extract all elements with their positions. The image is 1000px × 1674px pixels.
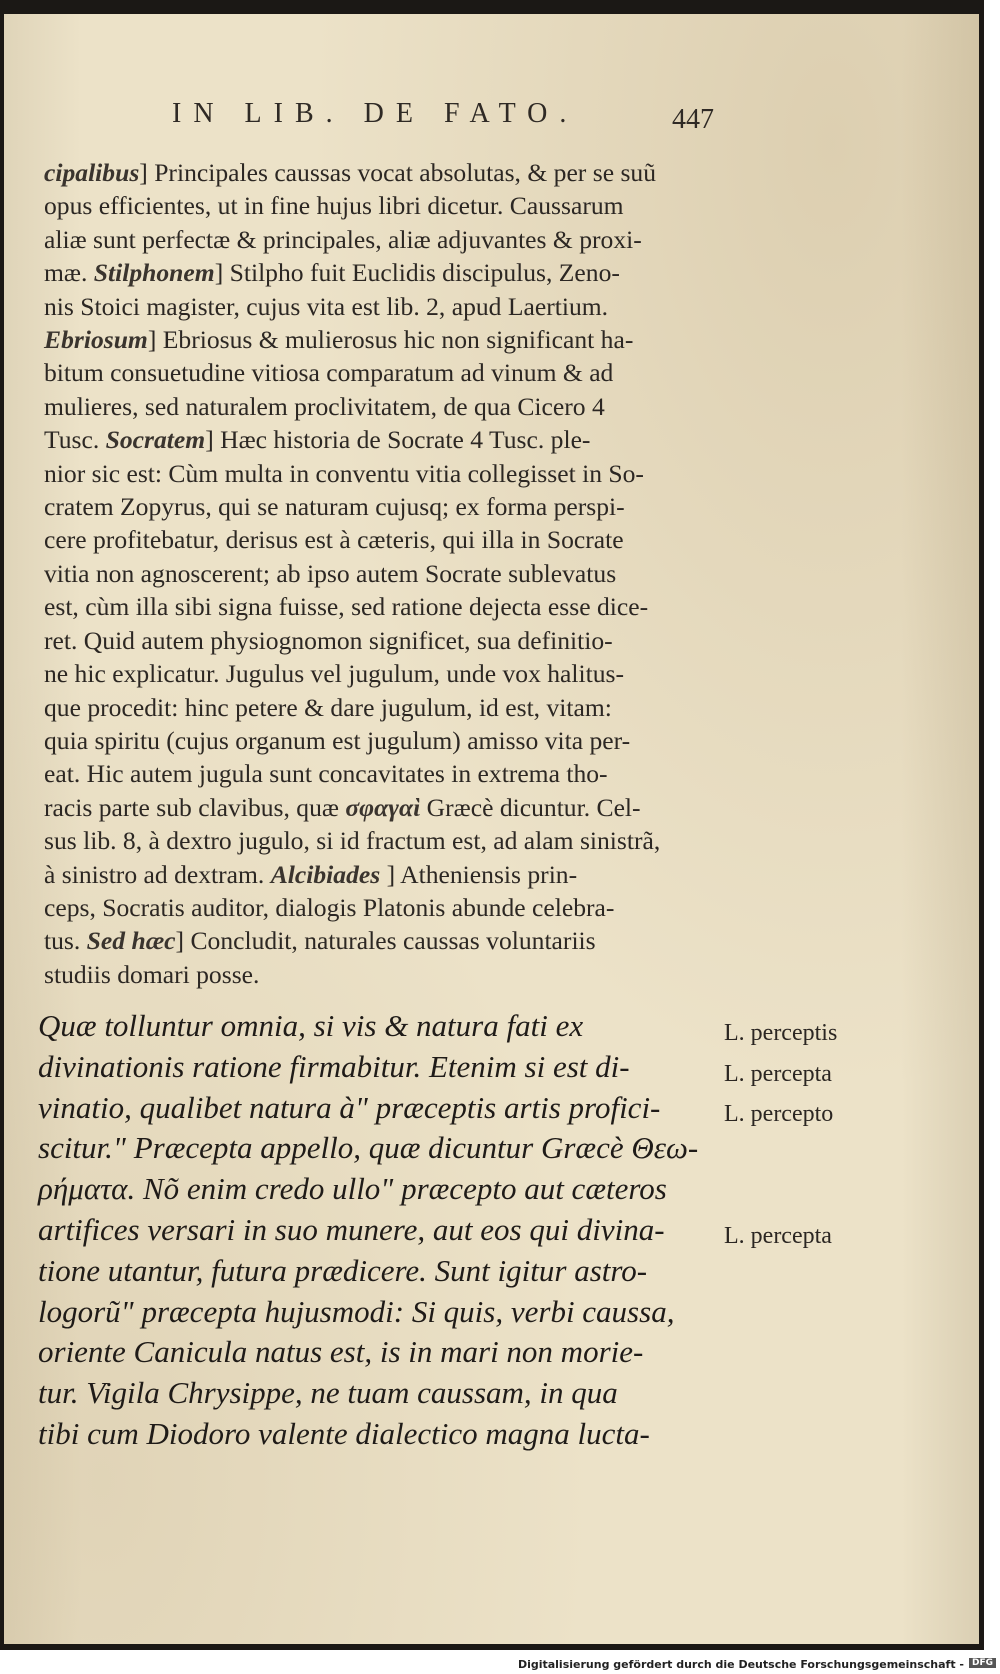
commentary-line bbox=[44, 156, 714, 189]
commentary-line bbox=[44, 457, 714, 490]
book-page bbox=[4, 14, 979, 1644]
commentary-text: ] Atheniensis prin- bbox=[380, 859, 578, 889]
dfg-badge: DFG bbox=[969, 1658, 996, 1668]
main-text-line: oriente Canicula natus est, is in mari non morie- bbox=[38, 1334, 644, 1370]
commentary-line bbox=[44, 390, 714, 423]
commentary-line bbox=[44, 691, 714, 724]
commentary-line bbox=[44, 858, 714, 891]
digitization-footer bbox=[0, 1652, 1000, 1674]
commentary-text: ] Concludit, naturales caussas voluntariis bbox=[175, 926, 596, 956]
commentary-text: Tusc. bbox=[44, 425, 106, 455]
commentary-line bbox=[44, 256, 714, 289]
commentary-text: ] Hæc historia de Socrate 4 Tusc. ple- bbox=[205, 425, 591, 455]
commentary-text: nior sic est: Cùm multa in conventu vitia collegisset in So- bbox=[44, 458, 644, 488]
commentary-text: mæ. bbox=[44, 258, 94, 288]
main-text-line: artifices versari in suo munere, aut eos qui divina- bbox=[38, 1211, 665, 1247]
marginal-note: L. percepto bbox=[724, 1101, 834, 1127]
main-text-line: Quæ tolluntur omnia, si vis & natura fati ex bbox=[38, 1008, 584, 1043]
commentary-text: que procedit: hinc petere & dare jugulum, id est, vitam: bbox=[44, 692, 612, 722]
commentary-text: ] Principales caussas vocat absolutas, & per se suũ bbox=[139, 158, 657, 187]
lemma: Stilphonem bbox=[93, 258, 215, 288]
commentary-text: à sinistro ad dextram. bbox=[44, 859, 271, 889]
marginal-note: L. percepta bbox=[724, 1061, 832, 1087]
commentary-line bbox=[44, 724, 714, 757]
main-text-line: scitur." Præcepta appello, quæ dicuntur Græcè Θεω- bbox=[38, 1130, 699, 1166]
commentary-text: ceps, Socratis auditor, dialogis Platonis abunde celebra- bbox=[44, 892, 615, 922]
commentary-text: nis Stoici magister, cujus vita est lib. 2, apud Laertium. bbox=[44, 291, 609, 321]
commentary-text: cere profitebatur, derisus est à cæteris, qui illa in Socrate bbox=[44, 525, 624, 555]
main-text-line: vinatio, qualibet natura à" præceptis artis profici- bbox=[38, 1089, 661, 1125]
commentary-text: vitia non agnoscerent; ab ipso autem Socrate sublevatus bbox=[44, 558, 617, 588]
main-text-block bbox=[38, 1006, 718, 1455]
lemma: Alcibiades bbox=[270, 859, 381, 889]
commentary-line bbox=[44, 891, 714, 924]
commentary-text: studiis domari posse. bbox=[44, 959, 260, 989]
commentary-line bbox=[44, 824, 714, 857]
lemma: Socratem bbox=[105, 425, 206, 455]
commentary-line bbox=[44, 958, 714, 991]
main-text-line: tur. Vigila Chrysippe, ne tuam caussam, in qua bbox=[38, 1375, 618, 1411]
commentary-line bbox=[44, 189, 714, 222]
main-text-line: tione utantur, futura prædicere. Sunt igitur astro- bbox=[38, 1252, 648, 1288]
main-text-line: tibi cum Diodoro valente dialectico magna lucta- bbox=[38, 1415, 650, 1451]
commentary-text: ne hic explicatur. Jugulus vel jugulum, unde vox halitus- bbox=[44, 659, 625, 689]
commentary-line bbox=[44, 590, 714, 623]
lemma: σφαγαὶ bbox=[345, 792, 421, 822]
commentary-text: ] Ebriosus & mulierosus hic non significant ha- bbox=[147, 325, 634, 355]
commentary-line bbox=[44, 791, 714, 824]
lemma: cipalibus bbox=[44, 158, 140, 187]
commentary-line bbox=[44, 423, 714, 456]
commentary-line bbox=[44, 657, 714, 690]
marginal-note: L. perceptis bbox=[724, 1020, 838, 1046]
commentary-line bbox=[44, 323, 714, 356]
commentary-text: quia spiritu (cujus organum est jugulum) amisso vita per- bbox=[44, 725, 631, 755]
page-number: 447 bbox=[672, 104, 714, 135]
commentary-text: Græcè dicuntur. Cel- bbox=[420, 792, 641, 822]
commentary-text: eat. Hic autem jugula sunt concavitates in extrema tho- bbox=[44, 759, 608, 789]
commentary-block bbox=[44, 156, 714, 991]
main-text-line: logorũ" præcepta hujusmodi: Si quis, verbi caussa, bbox=[38, 1293, 675, 1329]
commentary-text: sus lib. 8, à dextro jugulo, si id fractum est, ad alam sinistrã, bbox=[44, 826, 661, 856]
lemma: Sed hæc bbox=[86, 926, 176, 956]
commentary-line bbox=[44, 757, 714, 790]
commentary-text: bitum consuetudine vitiosa comparatum ad vinum & ad bbox=[44, 358, 614, 388]
commentary-text: mulieres, sed naturalem proclivitatem, de qua Cicero 4 bbox=[44, 391, 605, 421]
lemma: Ebriosum bbox=[44, 325, 148, 355]
commentary-text: ] Stilpho fuit Euclidis discipulus, Zeno- bbox=[214, 258, 620, 288]
commentary-line bbox=[44, 523, 714, 556]
commentary-text: tus. bbox=[44, 926, 87, 956]
commentary-line bbox=[44, 924, 714, 957]
commentary-text: est, cùm illa sibi signa fuisse, sed ratione dejecta esse dice- bbox=[44, 592, 649, 622]
main-text-line: ρήματα. Nõ enim credo ullo" præcepto aut cæteros bbox=[38, 1171, 667, 1207]
main-text-line: divinationis ratione firmabitur. Etenim si est di- bbox=[38, 1048, 630, 1084]
footer-credit: Digitalisierung gefördert durch die Deutsche Forschungsgemeinschaft - bbox=[517, 1658, 964, 1671]
running-head: IN LIB. DE FATO. bbox=[172, 98, 579, 129]
commentary-line bbox=[44, 223, 714, 256]
commentary-line bbox=[44, 557, 714, 590]
commentary-text: aliæ sunt perfectæ & principales, aliæ adjuvantes & proxi- bbox=[44, 224, 642, 254]
marginal-note: L. percepta bbox=[724, 1223, 832, 1249]
commentary-line bbox=[44, 356, 714, 389]
commentary-text: cratem Zopyrus, qui se naturam cujusq; ex forma perspi- bbox=[44, 492, 625, 522]
commentary-line bbox=[44, 490, 714, 523]
commentary-line bbox=[44, 624, 714, 657]
commentary-line bbox=[44, 290, 714, 323]
commentary-text: opus efficientes, ut in fine hujus libri dicetur. Caussarum bbox=[44, 191, 624, 221]
commentary-text: racis parte sub clavibus, quæ bbox=[44, 792, 346, 822]
commentary-text: ret. Quid autem physiognomon significet, sua definitio- bbox=[44, 625, 613, 655]
